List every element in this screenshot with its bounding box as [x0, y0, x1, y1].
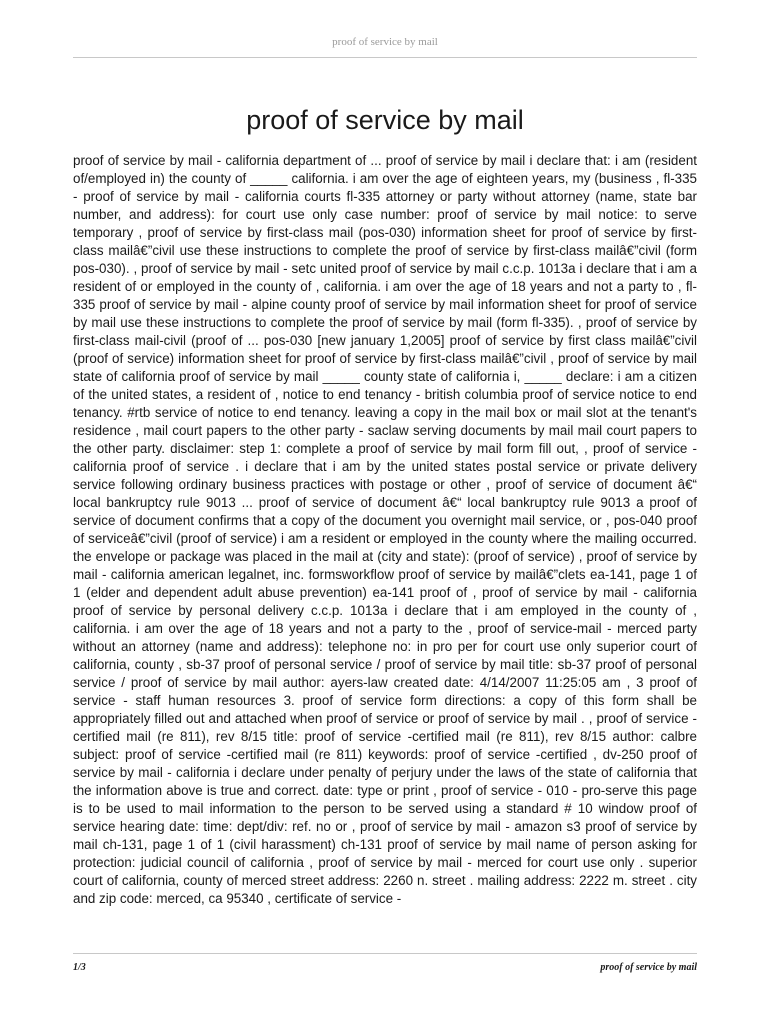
body-paragraph: proof of service by mail - california department of ... proof of service by mail i declare that: i am (resident of/employed in) the county of _____ california. i am over the age of eighteen years, my (business , fl-335 - proof of service by mail - california courts fl-335 attorney or party without attorney (name, state bar number, and address): for court use only case number: proof of service by mail notice: to serve temporary , proof of service by first-class mail (pos-030) information sheet for proof of service by first-class mailâ€”civil use these instructions to complete the proof of service by first-class mailâ€”civil (form pos-030). , proof of service by mail - setc united proof of service by mail c.c.p. 1013a i declare that i am a resident of or employed in the county of , california. i am over the age of 18 years and not a party to , fl-335 proof of service by mail - alpine county proof of service by mail information sheet for proof of service by mail use these instructions to complete the proof of service by mail (form fl-335). , proof of service by first-class mail-civil (proof of ... pos-030 [new january 1,2005] proof of service by first class mailâ€”civil (proof of service) information sheet for proof of service by first-class mailâ€”civil , proof of service by mail state of california proof of service by mail _____ county state of california i, _____ declare: i am a citizen of the united states, a resident of , notice to end tenancy - british columbia proof of service notice to end tenancy. #rtb service of notice to end tenancy. leaving a copy in the mail box or mail slot at the tenant's residence , mail court papers to the other party - saclaw serving documents by mail mail court papers to the other party. disclaimer: step 1: complete a proof of service by mail form fill out, , proof of service - california proof of service . i declare that i am by the united states postal service or private delivery service following ordinary business practices with postage or other , proof of service of document â€“ local bankruptcy rule 9013 ... proof of service of document â€“ local bankruptcy rule 9013 a proof of service of document confirms that a copy of the document you overnight mail service, or , pos-040 proof of serviceâ€”civil (proof of service) i am a resident or employed in the county where the mailing occurred. the envelope or package was placed in the mail at (city and state): (proof of service) , proof of service by mail - california american legalnet, inc. formsworkflow proof of service by mailâ€”clets ea-141, page 1 of 1 (elder and dependent adult abuse prevention) ea-141 proof of , proof of service by mail - california proof of service by personal delivery c.c.p. 1013a i declare that i am employed in the county of , california. i am over the age of 18 years and not a party to the , proof of service-mail - merced party without an attorney (name and address): telephone no: in pro per for court use only superior court of california, county , sb-37 proof of personal service / proof of service by mail title: sb-37 proof of personal service / proof of service by mail author: ayers-law created date: 4/14/2007 11:25:05 am , 3 proof of service - staff human resources 3. proof of service form directions: a copy of this form shall be appropriately filled out and attached when proof of service or proof of service by mail . , proof of service -certified mail (re 811), rev 8/15 title: proof of service -certified mail (re 811), rev 8/15 author: calbre subject: proof of service -certified mail (re 811) keywords: proof of service -certified , dv-250 proof of service by mail - california i declare under penalty of perjury under the laws of the state of california that the information above is true and correct. date: type or print , proof of service - 010 - pro-serve this page is to be used to mail information to the person to be served using a standard # 10 window proof of service hearing date: time: dept/div: ref. no or , proof of service by mail - amazon s3 proof of service by mail ch-131, page 1 of 1 (civil harassment) ch-131 proof of service by mail name of person asking for protection: judicial council of california , proof of service by mail - merced for court use only . superior court of california, county of merced street address: 2260 n. street . mailing address: 2222 m. street . city and zip code: merced, ca 95340 , certificate of service -: [73, 153, 697, 906]
page-title: proof of service by mail: [246, 105, 524, 135]
footer-running-title: proof of service by mail: [600, 962, 697, 973]
page-number: 1/3: [73, 962, 86, 973]
footer-divider: [73, 953, 697, 954]
header-divider: [73, 57, 697, 58]
running-header: proof of service by mail: [332, 36, 438, 48]
